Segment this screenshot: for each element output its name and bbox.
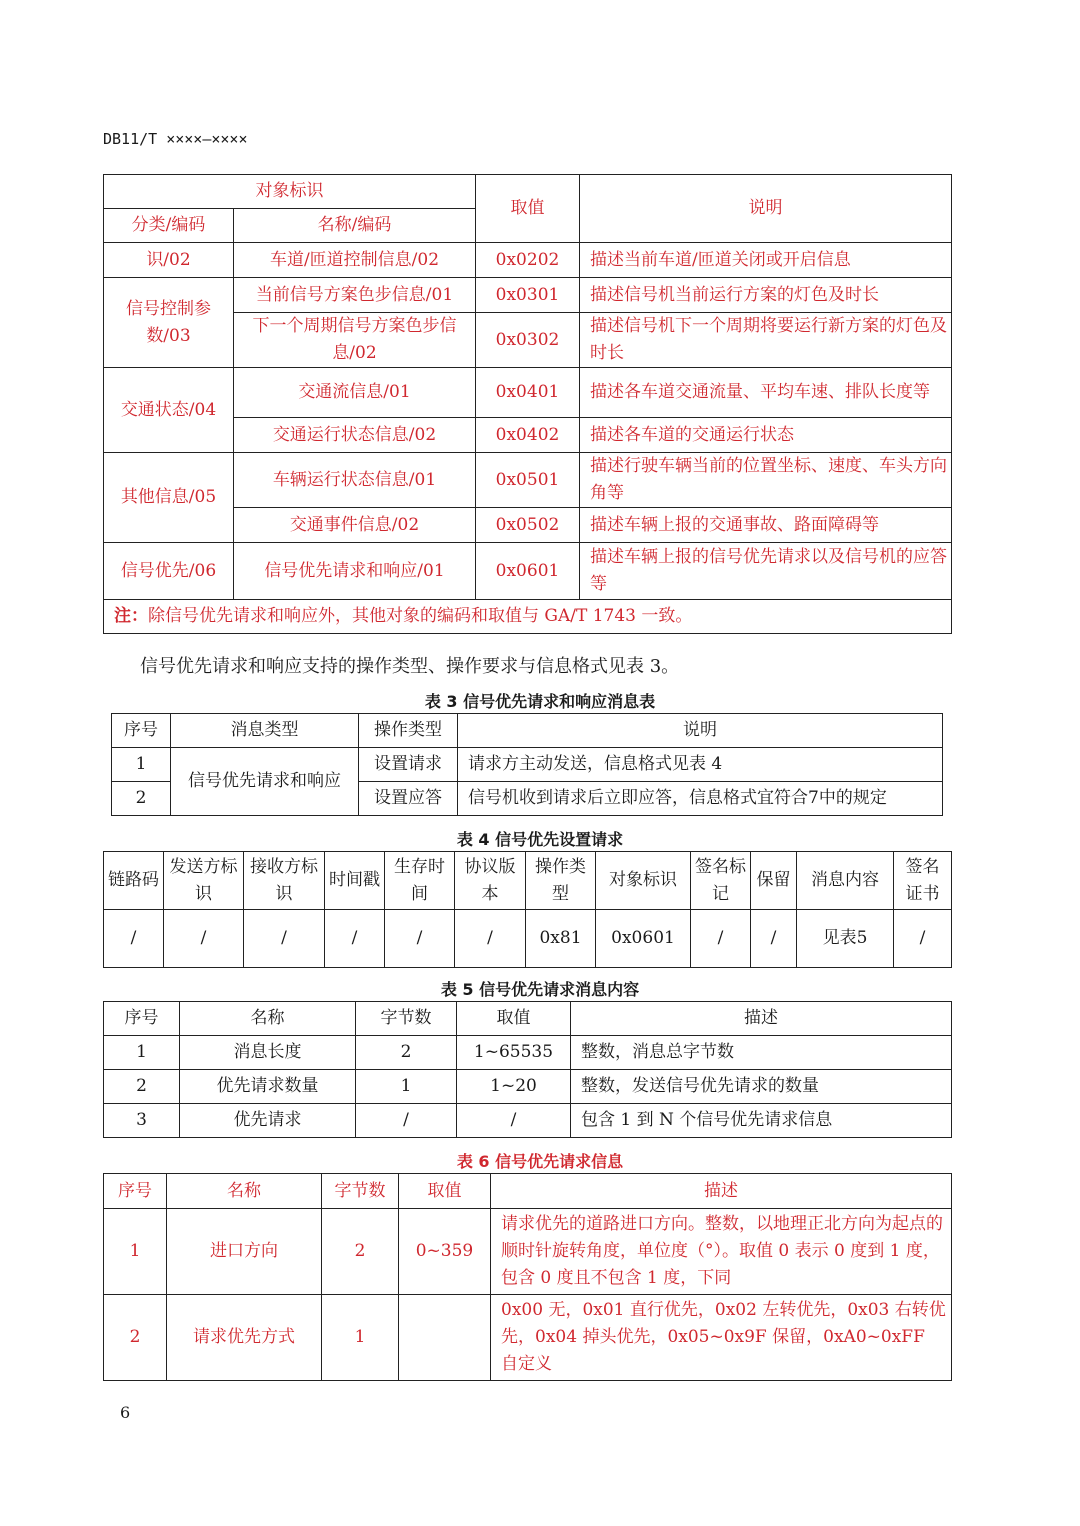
header-desc: 说明: [580, 175, 952, 243]
table-cell: 1: [356, 1070, 457, 1104]
table-cell: 请求优先的道路进口方向。整数，以地理正北方向为起点的顺时针旋转角度，单位度（°）。取值 0 表示 0 度到 1 度，包含 0 度且不包含 1 度，下同: [491, 1209, 952, 1295]
table-cell: 当前信号方案色步信息/01: [234, 278, 476, 313]
table-cell: 请求优先方式: [167, 1295, 322, 1381]
table-cell: 车辆运行状态信息/01: [234, 453, 476, 508]
table-header-cell: 说明: [458, 714, 943, 748]
table-cell: /: [164, 910, 244, 968]
table-cell: 信号控制参数/03: [104, 278, 234, 368]
table-cell: 3: [104, 1104, 180, 1138]
table-header-cell: 字节数: [322, 1174, 399, 1209]
table-cell: 0x0501: [476, 453, 580, 508]
table-cell: 2: [112, 782, 171, 816]
table-cell: 整数，消息总字节数: [571, 1036, 952, 1070]
table-header-cell: 协议版本: [455, 852, 526, 910]
table-cell: /: [356, 1104, 457, 1138]
table-header-cell: 保留: [751, 852, 797, 910]
table-header-cell: 序号: [112, 714, 171, 748]
table-cell: 信号优先/06: [104, 543, 234, 600]
table-cell: 车道/匝道控制信息/02: [234, 243, 476, 278]
table-cell: 下一个周期信号方案色步信息/02: [234, 313, 476, 368]
table-header-cell: 描述: [571, 1002, 952, 1036]
table-cell: 1~65535: [457, 1036, 571, 1070]
table-cell: 信号优先请求和响应: [171, 748, 359, 816]
table-cell: [399, 1295, 491, 1381]
table-cell: /: [455, 910, 526, 968]
table-cell: 1~20: [457, 1070, 571, 1104]
table-header-cell: 描述: [491, 1174, 952, 1209]
table-cell: 请求方主动发送，信息格式见表 4: [458, 748, 943, 782]
table-cell: 描述行驶车辆当前的位置坐标、速度、车头方向角等: [580, 453, 952, 508]
table-cell: 2: [356, 1036, 457, 1070]
table-cell: /: [691, 910, 751, 968]
table-header-cell: 序号: [104, 1002, 180, 1036]
table-cell: 2: [104, 1070, 180, 1104]
table-note: [104, 600, 952, 634]
object-id-table: [103, 174, 952, 634]
table-cell: 描述当前车道/匝道关闭或开启信息: [580, 243, 952, 278]
table-cell: 整数，发送信号优先请求的数量: [571, 1070, 952, 1104]
table-cell: 识/02: [104, 243, 234, 278]
table-header-cell: 消息类型: [171, 714, 359, 748]
table-cell: 描述信号机当前运行方案的灯色及时长: [580, 278, 952, 313]
table-cell: 进口方向: [167, 1209, 322, 1295]
table-cell: 优先请求: [180, 1104, 356, 1138]
table-cell: 0x81: [526, 910, 596, 968]
table-header-cell: 时间戳: [325, 852, 385, 910]
table-cell: 0x0301: [476, 278, 580, 313]
table-cell: 描述信号机下一个周期将要运行新方案的灯色及时长: [580, 313, 952, 368]
table3: [111, 713, 943, 816]
table-header-cell: 签名证书: [894, 852, 952, 910]
table-cell: 1: [322, 1295, 399, 1381]
table4-caption: 表 4 信号优先设置请求: [456, 830, 624, 849]
page-number: 6: [120, 1403, 131, 1422]
table-cell: 信号优先请求和响应/01: [234, 543, 476, 600]
table-header-cell: 取值: [399, 1174, 491, 1209]
table-cell: 交通运行状态信息/02: [234, 418, 476, 453]
table-cell: 0x0302: [476, 313, 580, 368]
table-header-cell: 字节数: [356, 1002, 457, 1036]
table-cell: 优先请求数量: [180, 1070, 356, 1104]
table-cell: 1: [104, 1209, 167, 1295]
header-name: 名称/编码: [234, 209, 476, 243]
table-cell: 0x0502: [476, 508, 580, 543]
table-cell: 1: [104, 1036, 180, 1070]
table-cell: 描述车辆上报的信号优先请求以及信号机的应答等: [580, 543, 952, 600]
table-cell: /: [751, 910, 797, 968]
note-text: 除信号优先请求和响应外，其他对象的编码和取值与 GA/T 1743 一致。: [148, 606, 693, 626]
body-paragraph: 信号优先请求和响应支持的操作类型、操作要求与信息格式见表 3。: [140, 656, 680, 677]
table3-caption: 表 3 信号优先请求和响应消息表: [424, 692, 656, 711]
table5-caption: 表 5 信号优先请求消息内容: [440, 980, 640, 999]
table-cell: 设置应答: [359, 782, 458, 816]
table-cell: 描述各车道的交通运行状态: [580, 418, 952, 453]
table-cell: /: [457, 1104, 571, 1138]
table-cell: 0x0601: [596, 910, 691, 968]
table-header-cell: 取值: [457, 1002, 571, 1036]
table-cell: 0x0202: [476, 243, 580, 278]
table-header-cell: 接收方标识: [244, 852, 325, 910]
table-header-cell: 操作类型: [526, 852, 596, 910]
table-cell: 0x0402: [476, 418, 580, 453]
table-cell: 2: [104, 1295, 167, 1381]
table-header-cell: 消息内容: [797, 852, 894, 910]
header-category: 分类/编码: [104, 209, 234, 243]
table-cell: 0x00 无，0x01 直行优先，0x02 左转优先，0x03 右转优先，0x04 掉头优先，0x05~0x9F 保留，0xA0~0xFF 自定义: [491, 1295, 952, 1381]
table-cell: 描述车辆上报的交通事故、路面障碍等: [580, 508, 952, 543]
table-cell: 0~359: [399, 1209, 491, 1295]
table-cell: 0x0401: [476, 368, 580, 418]
table-header-cell: 发送方标识: [164, 852, 244, 910]
note-label: 注：: [114, 606, 148, 626]
document-code: DB11/T ××××—××××: [103, 130, 248, 148]
table-header-cell: 名称: [180, 1002, 356, 1036]
table-cell: 1: [112, 748, 171, 782]
table-cell: 描述各车道交通流量、平均车速、排队长度等: [580, 368, 952, 418]
table-cell: 交通事件信息/02: [234, 508, 476, 543]
table-cell: 信号机收到请求后立即应答，信息格式宜符合7中的规定: [458, 782, 943, 816]
table-cell: 交通流信息/01: [234, 368, 476, 418]
table-cell: /: [244, 910, 325, 968]
table-cell: 包含 1 到 N 个信号优先请求信息: [571, 1104, 952, 1138]
table-header-cell: 签名标记: [691, 852, 751, 910]
table4: [103, 851, 952, 968]
table-header-cell: 链路码: [104, 852, 164, 910]
table-cell: /: [325, 910, 385, 968]
table-cell: 设置请求: [359, 748, 458, 782]
table-header-cell: 名称: [167, 1174, 322, 1209]
table-cell: /: [385, 910, 455, 968]
table-header-cell: 生存时间: [385, 852, 455, 910]
header-object-id: 对象标识: [104, 175, 476, 209]
table-cell: 消息长度: [180, 1036, 356, 1070]
table5: [103, 1001, 952, 1138]
table-cell: /: [894, 910, 952, 968]
table-header-cell: 对象标识: [596, 852, 691, 910]
table-cell: 见表5: [797, 910, 894, 968]
table-header-cell: 操作类型: [359, 714, 458, 748]
table-cell: 其他信息/05: [104, 453, 234, 543]
table-cell: 2: [322, 1209, 399, 1295]
table-header-cell: 序号: [104, 1174, 167, 1209]
table-cell: /: [104, 910, 164, 968]
header-value: 取值: [476, 175, 580, 243]
table-cell: 0x0601: [476, 543, 580, 600]
table6: [103, 1173, 952, 1381]
table-cell: 交通状态/04: [104, 368, 234, 453]
table6-caption: 表 6 信号优先请求信息: [456, 1152, 624, 1171]
